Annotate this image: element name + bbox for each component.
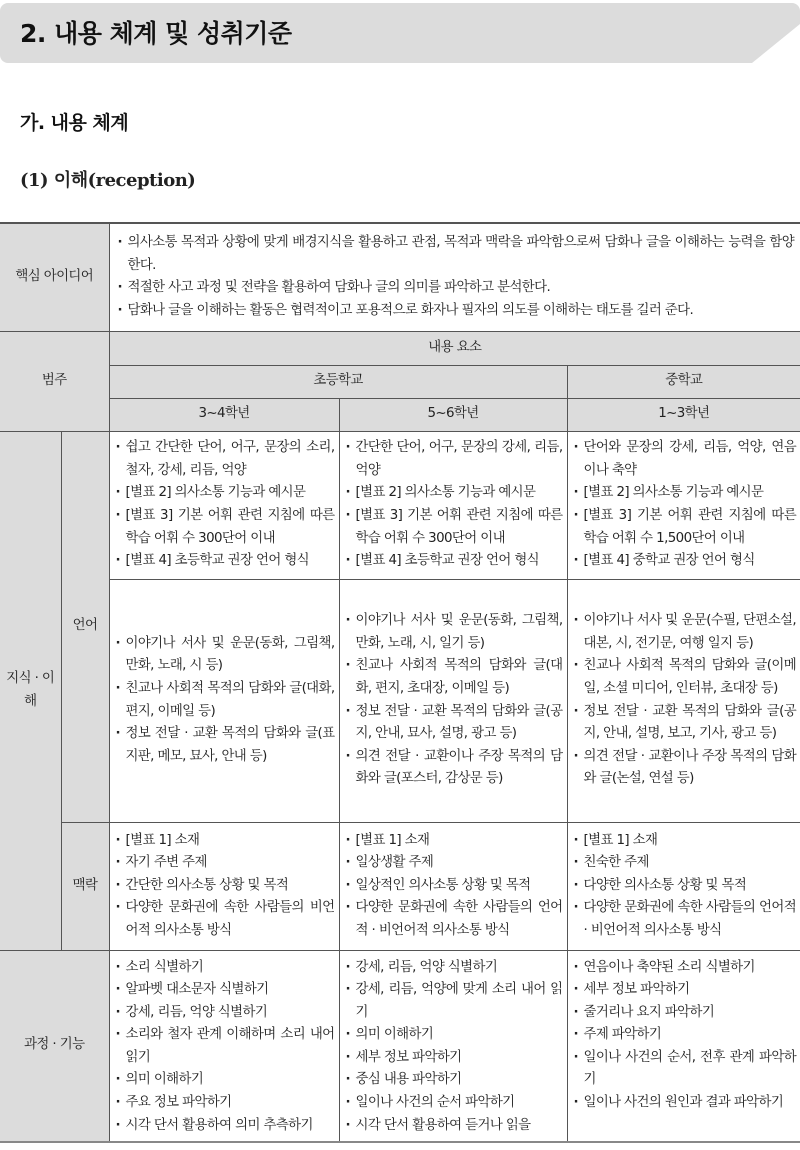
grade-5-6-header: 5~6학년 — [339, 398, 567, 431]
list-item: · 친교나 사회적 목적의 담화와 글(대화, 편지, 이메일 등) — [116, 678, 335, 723]
process-5-6 — [339, 950, 567, 1142]
list-item: · [별표 1] 소재 — [574, 830, 797, 853]
list-item: · 소리와 철자 관계 이해하며 소리 내어 읽기 — [116, 1024, 335, 1069]
header-row-content — [0, 331, 800, 365]
list-item: · 이야기나 서사 및 운문(수필, 단편소설, 대본, 시, 전기문, 여행 일지 등) — [574, 610, 797, 655]
list-item: · 다양한 문화권에 속한 사람들의 비언어적 의사소통 방식 — [116, 897, 335, 942]
grade-3-4-header: 3~4학년 — [109, 398, 339, 431]
list-item: · 강세, 리듬, 억양 식별하기 — [116, 1002, 335, 1025]
list-item: · 연음이나 축약된 소리 식별하기 — [574, 957, 797, 980]
language-3-4-part1 — [109, 431, 339, 579]
content-system-table — [0, 222, 800, 1143]
process-3-4 — [109, 950, 339, 1142]
list-item: · 단어와 문장의 강세, 리듬, 억양, 연음이나 축약 — [574, 437, 797, 482]
process-row — [0, 950, 800, 1142]
list-item: · 알파벳 대소문자 식별하기 — [116, 979, 335, 1002]
list-item: · 간단한 단어, 어구, 문장의 강세, 리듬, 억양 — [346, 437, 563, 482]
language-label: 언어 — [61, 431, 109, 822]
language-row-2 — [0, 579, 800, 822]
context-3-4 — [109, 822, 339, 950]
list-item: · 자기 주변 주제 — [116, 852, 335, 875]
language-row-1 — [0, 431, 800, 579]
context-5-6 — [339, 822, 567, 950]
list-item: · 주제 파악하기 — [574, 1024, 797, 1047]
list-item: · [별표 3] 기본 어휘 관련 지침에 따른 학습 어휘 수 1,500단어 이내 — [574, 505, 797, 550]
list-item: · 일이나 사건의 순서, 전후 관계 파악하기 — [574, 1047, 797, 1092]
list-item: · 소리 식별하기 — [116, 957, 335, 980]
list-item: · 주요 정보 파악하기 — [116, 1092, 335, 1115]
list-item: · 강세, 리듬, 억양 식별하기 — [346, 957, 563, 980]
list-item: · 정보 전달 · 교환 목적의 담화와 글(공지, 안내, 설명, 보고, 기사, 광고 등) — [574, 701, 797, 746]
knowledge-label: 지식 · 이해 — [0, 431, 61, 950]
language-5-6-part2 — [339, 579, 567, 822]
list-item: · 이야기나 서사 및 운문(동화, 그림책, 만화, 노래, 시 등) — [116, 633, 335, 678]
process-label: 과정 · 기능 — [0, 950, 109, 1142]
list-item: · [별표 4] 중학교 권장 언어 형식 — [574, 550, 797, 573]
list-item: · 줄거리나 요지 파악하기 — [574, 1002, 797, 1025]
list-item: · [별표 2] 의사소통 기능과 예시문 — [116, 482, 335, 505]
list-item: · 정보 전달 · 교환 목적의 담화와 글(공지, 안내, 묘사, 설명, 광고 등) — [346, 701, 563, 746]
core-idea-cell — [109, 223, 800, 331]
list-item: · 시각 단서 활용하여 의미 추측하기 — [116, 1115, 335, 1138]
language-5-6-part1 — [339, 431, 567, 579]
context-label: 맥락 — [61, 822, 109, 950]
middle-header: 중학교 — [567, 365, 800, 398]
elementary-header: 초등학교 — [109, 365, 567, 398]
core-idea-list — [118, 232, 795, 322]
list-item: · 의미 이해하기 — [346, 1024, 563, 1047]
list-item: · 일이나 사건의 원인과 결과 파악하기 — [574, 1092, 797, 1115]
list-item: · 의견 전달 · 교환이나 주장 목적의 담화와 글(포스터, 감상문 등) — [346, 746, 563, 791]
list-item: · [별표 1] 소재 — [346, 830, 563, 853]
list-item: · [별표 2] 의사소통 기능과 예시문 — [346, 482, 563, 505]
list-item: · 쉽고 간단한 단어, 어구, 문장의 소리, 철자, 강세, 리듬, 억양 — [116, 437, 335, 482]
list-item: · 세부 정보 파악하기 — [346, 1047, 563, 1070]
list-item: · 다양한 문화권에 속한 사람들의 언어적 · 비언어적 의사소통 방식 — [346, 897, 563, 942]
core-idea-label: 핵심 아이디어 — [0, 223, 109, 331]
context-row — [0, 822, 800, 950]
content-elements-header: 내용 요소 — [109, 331, 800, 365]
core-idea-row — [0, 223, 800, 331]
header-row-grade — [0, 398, 800, 431]
language-3-4-part2 — [109, 579, 339, 822]
list-item: · 정보 전달 · 교환 목적의 담화와 글(표지판, 메모, 묘사, 안내 등) — [116, 723, 335, 768]
list-item: · [별표 3] 기본 어휘 관련 지침에 따른 학습 어휘 수 300단어 이내 — [116, 505, 335, 550]
list-item: · 담화나 글을 이해하는 활동은 협력적이고 포용적으로 화자나 필자의 의도를 이해하는 태도를 길러 준다. — [118, 300, 795, 323]
list-item: · 이야기나 서사 및 운문(동화, 그림책, 만화, 노래, 시, 일기 등) — [346, 610, 563, 655]
list-item: · 의견 전달 · 교환이나 주장 목적의 담화와 글(논설, 연설 등) — [574, 746, 797, 791]
list-item: · [별표 4] 초등학교 권장 언어 형식 — [116, 550, 335, 573]
list-item: · 일상생활 주제 — [346, 852, 563, 875]
list-item: · [별표 2] 의사소통 기능과 예시문 — [574, 482, 797, 505]
list-item: · 친교나 사회적 목적의 담화와 글(대화, 편지, 초대장, 이메일 등) — [346, 655, 563, 700]
list-item: · 적절한 사고 과정 및 전략을 활용하여 담화나 글의 의미를 파악하고 분석한다. — [118, 277, 795, 300]
language-m1-3-part1 — [567, 431, 800, 579]
list-item: · 시각 단서 활용하여 듣거나 읽을 — [346, 1115, 563, 1138]
subsection-title: 가. 내용 체계 — [20, 112, 129, 134]
list-item: · 세부 정보 파악하기 — [574, 979, 797, 1002]
list-item: · 다양한 문화권에 속한 사람들의 언어적 · 비언어적 의사소통 방식 — [574, 897, 797, 942]
list-item: · 강세, 리듬, 억양에 맞게 소리 내어 읽기 — [346, 979, 563, 1024]
context-m1-3 — [567, 822, 800, 950]
category-header: 범주 — [0, 331, 109, 431]
list-item: · 일이나 사건의 순서 파악하기 — [346, 1092, 563, 1115]
list-item: · 의미 이해하기 — [116, 1069, 335, 1092]
list-item: · [별표 4] 초등학교 권장 언어 형식 — [346, 550, 563, 573]
list-item: · [별표 1] 소재 — [116, 830, 335, 853]
grade-m1-3-header: 1~3학년 — [567, 398, 800, 431]
process-m1-3 — [567, 950, 800, 1142]
subsubsection-title: (1) 이해(reception) — [20, 170, 196, 191]
list-item: · 친교나 사회적 목적의 담화와 글(이메일, 소셜 미디어, 인터뷰, 초대장 등) — [574, 655, 797, 700]
list-item: · 중심 내용 파악하기 — [346, 1069, 563, 1092]
list-item: · [별표 3] 기본 어휘 관련 지침에 따른 학습 어휘 수 300단어 이내 — [346, 505, 563, 550]
list-item: · 친숙한 주제 — [574, 852, 797, 875]
section-title: 2. 내용 체계 및 성취기준 — [20, 19, 292, 48]
list-item: · 일상적인 의사소통 상황 및 목적 — [346, 875, 563, 898]
list-item: · 의사소통 목적과 상황에 맞게 배경지식을 활용하고 관점, 목적과 맥락을 파악함으로써 담화나 글을 이해하는 능력을 함양한다. — [118, 232, 795, 277]
list-item: · 간단한 의사소통 상황 및 목적 — [116, 875, 335, 898]
header-row-school — [0, 365, 800, 398]
list-item: · 다양한 의사소통 상황 및 목적 — [574, 875, 797, 898]
language-m1-3-part2 — [567, 579, 800, 822]
